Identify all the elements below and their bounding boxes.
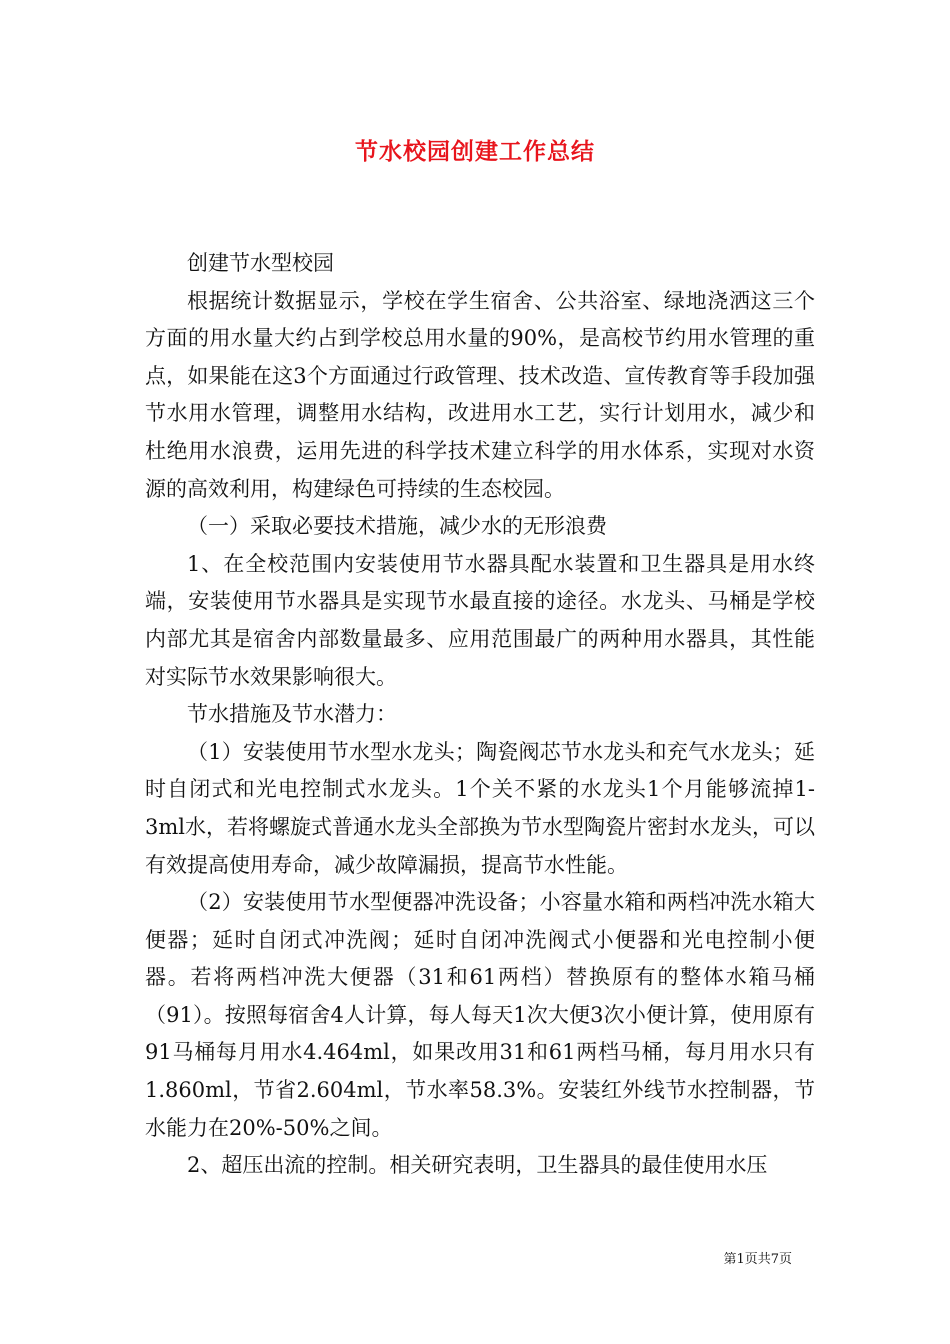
- paragraph: 2、超压出流的控制。相关研究表明，卫生器具的最佳使用水压: [187, 1153, 768, 1178]
- paragraph: （2）安装使用节水型便器冲洗设备；小容量水箱和两档冲洗水箱大便器；延时自闭式冲洗阀；延时自闭冲洗阀式小便器和光电控制小便器。若将两档冲洗大便器（31和61两档）替换原有的整体水箱马桶（91）。按照每宿舍4人计算，每人每天1次大便3次小便计算，使用原有91马桶每月用水4.464ml，如果改用31和61两档马桶，每月用水只有1.860ml，节省2.604ml，节水率58.3%。安装红外线节水控制器，节水能力在20%-50%之间。: [145, 890, 815, 1140]
- document-title: 节水校园创建工作总结: [355, 138, 595, 165]
- subsection-heading: （一）采取必要技术措施，减少水的无形浪费: [187, 514, 607, 539]
- paragraph: （1）安装使用节水型水龙头；陶瓷阀芯节水龙头和充气水龙头；延时自闭式和光电控制式水龙头。1个关不紧的水龙头1个月能够流掉1-3ml水，若将螺旋式普通水龙头全部换为节水型陶瓷片密封水龙头，可以有效提高使用寿命，减少故障漏损，提高节水性能。: [145, 739, 815, 877]
- paragraph: 根据统计数据显示，学校在学生宿舍、公共浴室、绿地浇洒这三个方面的用水量大约占到学校总用水量的90%，是高校节约用水管理的重点，如果能在这3个方面通过行政管理、技术改造、宣传教育等手段加强节水用水管理，调整用水结构，改进用水工艺，实行计划用水，减少和杜绝用水浪费，运用先进的科学技术建立科学的用水体系，实现对水资源的高效利用，构建绿色可持续的生态校园。: [145, 288, 815, 501]
- paragraph: 节水措施及节水潜力：: [187, 702, 397, 727]
- section-heading: 创建节水型校园: [187, 251, 334, 275]
- page-number: 第1页共7页: [723, 1252, 792, 1267]
- paragraph: 1、在全校范围内安装使用节水器具配水装置和卫生器具是用水终端，安装使用节水器具是实现节水最直接的途径。水龙头、马桶是学校内部尤其是宿舍内部数量最多、应用范围最广的两种用水器具，其性能对实际节水效果影响很大。: [145, 551, 815, 689]
- document-body: [145, 245, 815, 1185]
